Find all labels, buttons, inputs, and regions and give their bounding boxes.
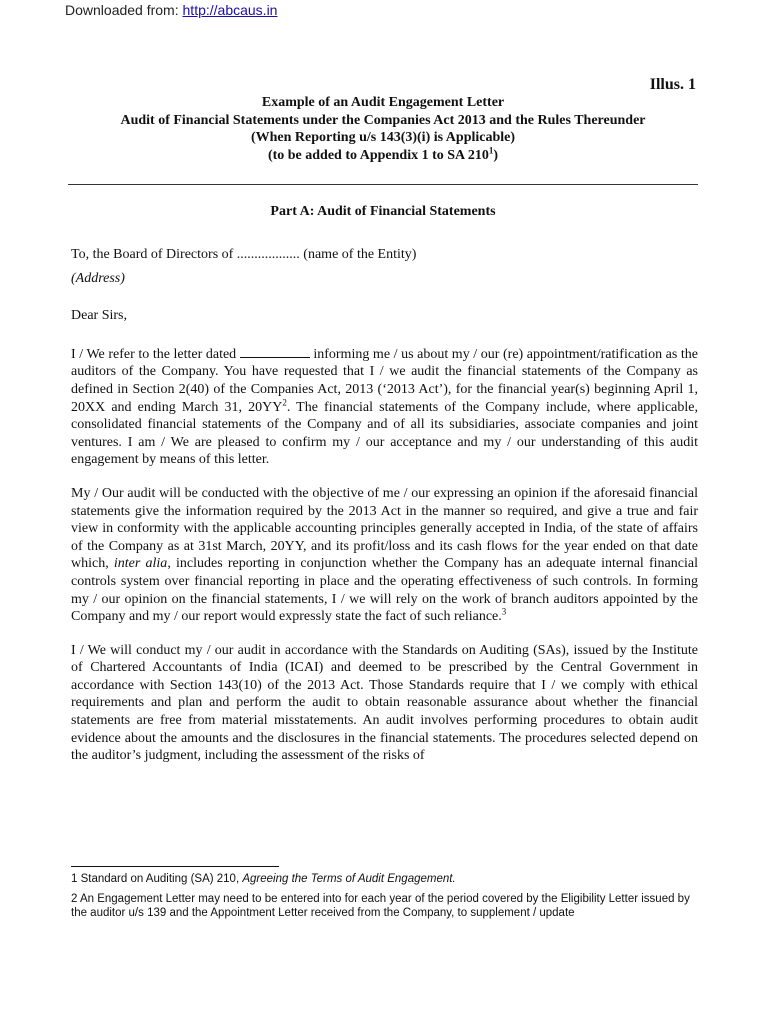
date-blank [240, 347, 310, 358]
footnote-divider [71, 866, 279, 867]
footnote-1: 1 Standard on Auditing (SA) 210, Agreeing the Terms of Audit Engagement. [71, 873, 456, 885]
heading-line-1: Example of an Audit Engagement Letter [261, 95, 505, 110]
footnote-ref-1: 1 [488, 144, 494, 155]
address-placeholder: (Address) [71, 270, 125, 286]
heading-line-3: (When Reporting u/s 143(3)(i) is Applicable) [250, 130, 516, 145]
paragraph-3: I / We will conduct my / our audit in accordance with the Standards on Auditing (SAs), issued by the Institute of Chartered Accountants of India (ICAI) and deemed to be prescribed by the Central Government in accordance with Section 143(10) of the 2013 Act. Those Standards require that I / we comply with ethical requirements and plan and perform the audit to obtain reasonable assurance about whether the financial statements are free from material misstatements. An audit involves performing procedures to obtain audit evidence about the amounts and the disclosures in the financial statements. The procedures selected depend on the auditor’s judgment, including the assessment of the risks of [71, 642, 698, 764]
footnote-ref-3: 3 [501, 606, 507, 617]
download-source-bar [65, 2, 277, 18]
heading-line-2: Audit of Financial Statements under the Companies Act 2013 and the Rules Thereunder [120, 112, 646, 128]
heading-divider [68, 184, 698, 185]
letter-body [71, 246, 698, 781]
salutation: Dear Sirs, [71, 308, 127, 324]
footnotes [71, 872, 698, 926]
addressee-line: To, the Board of Directors of .................. (name of the Entity) [71, 247, 417, 262]
download-link[interactable]: http://abcaus.in [182, 2, 278, 18]
document-heading [68, 94, 698, 164]
footnote-ref-2: 2 [282, 396, 287, 407]
illustration-number: Illus. 1 [649, 76, 696, 93]
download-prefix: Downloaded from: [65, 2, 183, 18]
heading-line-4: (to be added to Appendix 1 to SA $210^1$) [267, 144, 499, 163]
paragraph-2: My / Our audit will be conducted with the objective of me / our expressing an opinion if the aforesaid financial statements give the information required by the 2013 Act in the manner so required, and give a true and fair view in conformity with the applicable accounting principles generally accepted in India, of the state of affairs of the Company as at 31st March, 20YY, and its profit/loss and its cash flows for the year ended on that date which, inter alia, includes reporting in conjunction whether the Company has an adequate internal financial controls system over financial reporting in place and the operating effectiveness of such controls. In forming my / our opinion on the financial statements, I / we will rely on the work of branch auditors appointed by the Company and my / our report would expressly state the fact of such reliance.$^3$ [71, 485, 698, 625]
section-title: Part A: Audit of Financial Statements [270, 204, 496, 219]
footnote-2: 2 An Engagement Letter may need to be entered into for each year of the period covered by the Eligibility Letter issued by the auditor u/s 139 and the Appointment Letter received from the Company, to supplement / update [71, 893, 690, 919]
paragraph-1: I / We refer to the letter dated informing me / us about my / our (re) appointment/ratification as the auditors of the Company. You have requested that I / we audit the financial statements of the Company as defined in Section 2(40) of the Companies Act, 2013 (‘2013 Act’), for the financial year(s) beginning April 1, 20XX and ending March 31, $20YY^2$. The financial statements of the Company include, where applicable, consolidated financial statements of the Company and of all its subsidiaries, associate companies and joint ventures. I am / We are pleased to confirm my / our acceptance and my / our understanding of this audit engagement by means of this letter. [71, 346, 698, 468]
